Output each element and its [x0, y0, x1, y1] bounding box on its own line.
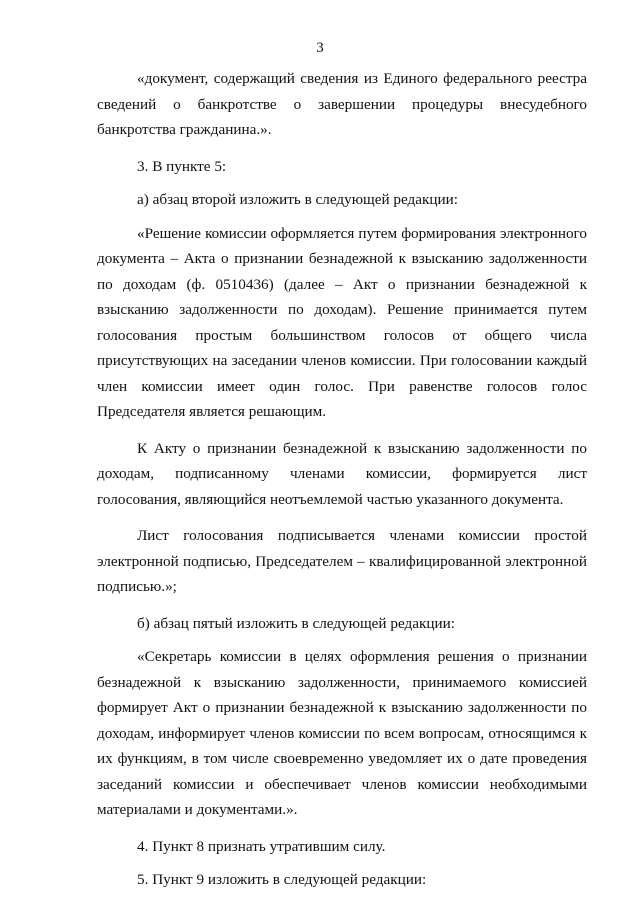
paragraph-voting-sheet: К Акту о признании безнадежной к взысканию задолженности по доходам, подписанному членами комиссии, формируется лист голосования, являющийся неотъемлемой частью указанного документа.: [97, 439, 587, 508]
paragraph-commission-decision: «Решение комиссии оформляется путем формирования электронного документа – Акта о признании безнадежной к взысканию задолженности по доходам (ф. 0510436) (далее – Акт о признании безнадежной к взысканию задолженности по доходам). Решение принимается путем голосования простым большинством голосов от общего числа присутствующих на заседании членов комиссии. При голосовании каждый член комиссии имеет один голос. При равенстве голосов голос Председателя является решающим.: [97, 224, 587, 420]
paragraph-item-3: 3. В пункте 5:: [137, 157, 227, 175]
paragraph-subitem-b: б) абзац пятый изложить в следующей редакции:: [137, 614, 455, 632]
paragraph-quote-closing: «документ, содержащий сведения из Единого федерального реестра сведений о банкротстве о завершении процедуры внесудебного банкротства гражданина.».: [97, 70, 587, 138]
paragraph-item-4: 4. Пункт 8 признать утратившим силу.: [137, 837, 386, 855]
paragraph-secretary: «Секретарь комиссии в целях оформления решения о признании безнадежной к взысканию задолженности, принимаемого комиссией формирует Акт о признании безнадежной к взысканию задолженности по доходам, информирует членов комиссии по всем вопросам, относящимся к их функциям, в том числе своевременно уведомляет их о дате проведения заседаний комиссии и обеспечивает членов комиссии необходимыми материалами и документами.».: [97, 648, 587, 818]
paragraph-item-5: 5. Пункт 9 изложить в следующей редакции:: [137, 871, 427, 888]
page-number: 3: [316, 40, 324, 56]
paragraph-subitem-a: а) абзац второй изложить в следующей редакции:: [137, 191, 459, 208]
document-body: [97, 66, 587, 901]
paragraph-signature: Лист голосования подписывается членами комиссии простой электронной подписью, Председателем – квалифицированной электронной подписью.»;: [97, 527, 587, 595]
